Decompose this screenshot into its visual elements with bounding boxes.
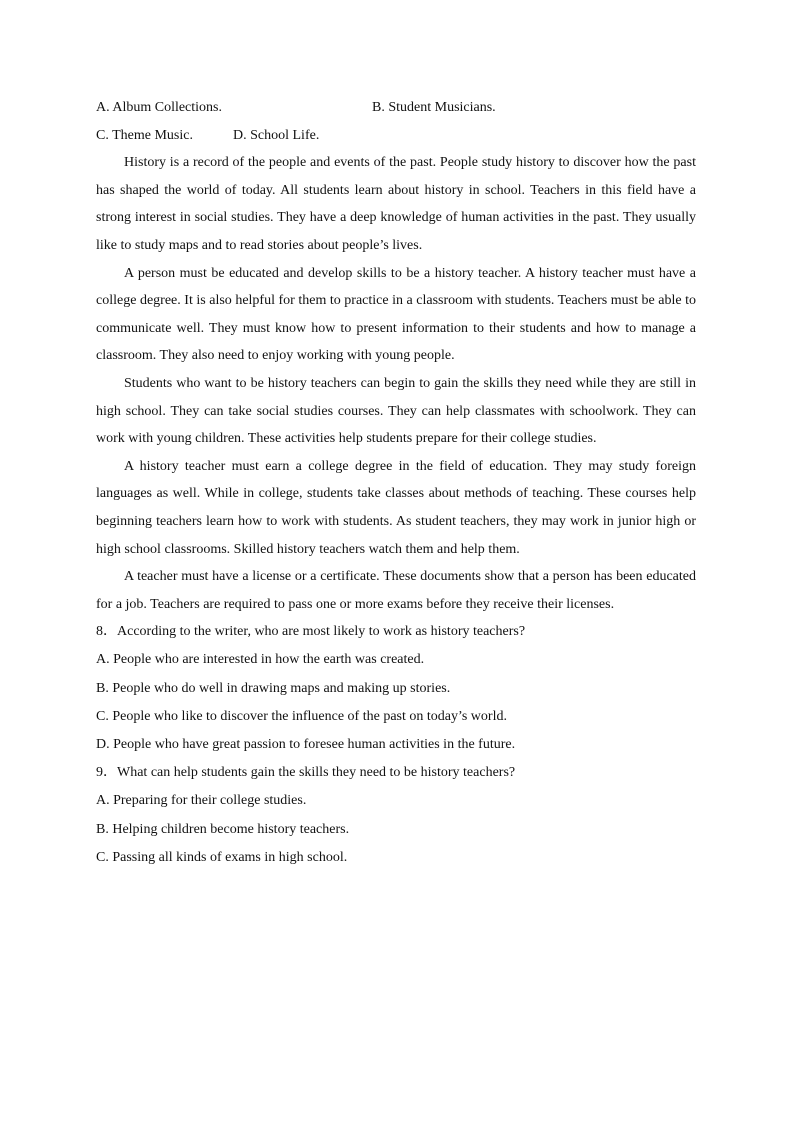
prev-question-options-row-2 <box>96 122 696 150</box>
passage-paragraph-1: History is a record of the people and events of the past. People study history to discover how the past has shaped the world of today. All students learn about history in school. Teachers in this field have a strong interest in social studies. They have a deep knowledge of human activities in the past. They usually like to study maps and to read stories about people’s lives. <box>96 155 696 253</box>
passage-paragraph-4: A history teacher must earn a college degree in the field of education. They may study foreign languages as well. While in college, students take classes about methods of teaching. These courses help beginning teachers learn how to work with students. As student teachers, they may work in junior high or high school classrooms. Skilled history teachers watch them and help them. <box>96 458 696 557</box>
passage-paragraph-5: A teacher must have a license or a certificate. These documents show that a person has been educated for a job. Teachers are required to pass one or more exams before they receive their licenses. <box>96 569 696 612</box>
prev-question-options-row-1 <box>96 94 696 122</box>
question-8 <box>96 618 696 759</box>
option-d: D. School Life. <box>233 127 320 143</box>
answer-choice-b: B. Helping children become history teachers. <box>96 821 350 837</box>
question-stem <box>96 759 696 787</box>
question-9 <box>96 759 696 872</box>
question-stem <box>96 618 696 646</box>
option-c: C. Theme Music. <box>96 127 193 143</box>
passage-paragraph-3: Students who want to be history teachers can begin to gain the skills they need while they are still in high school. They can take social studies courses. They can help classmates with schoolwork. They can work with young children. These activities help students prepare for their college studies. <box>96 375 696 447</box>
answer-choice-c: C. Passing all kinds of exams in high school. <box>96 850 348 866</box>
answer-choice-a: A. Preparing for their college studies. <box>96 793 307 809</box>
question-number: 9． <box>96 765 117 781</box>
answer-choice-d: D. People who have great passion to foresee human activities in the future. <box>96 737 516 753</box>
question-text: What can help students gain the skills they need to be history teachers? <box>117 765 516 781</box>
option-b: B. Student Musicians. <box>372 100 496 115</box>
answer-choice-a: A. People who are interested in how the earth was created. <box>96 652 425 668</box>
reading-passage <box>96 149 696 618</box>
option-a: A. Album Collections. <box>96 100 222 115</box>
answer-choice-c: C. People who like to discover the influence of the past on today’s world. <box>96 708 507 724</box>
passage-paragraph-2: A person must be educated and develop skills to be a history teacher. A history teacher must have a college degree. It is also helpful for them to practice in a classroom with students. Teachers must be able to communicate well. They must know how to present information to their students and how to manage a classroom. They also need to enjoy working with young people. <box>96 265 696 364</box>
question-text: According to the writer, who are most likely to work as history teachers? <box>117 624 526 640</box>
question-number: 8． <box>96 624 117 640</box>
document-page <box>96 94 696 872</box>
answer-choice-b: B. People who do well in drawing maps and making up stories. <box>96 680 451 696</box>
